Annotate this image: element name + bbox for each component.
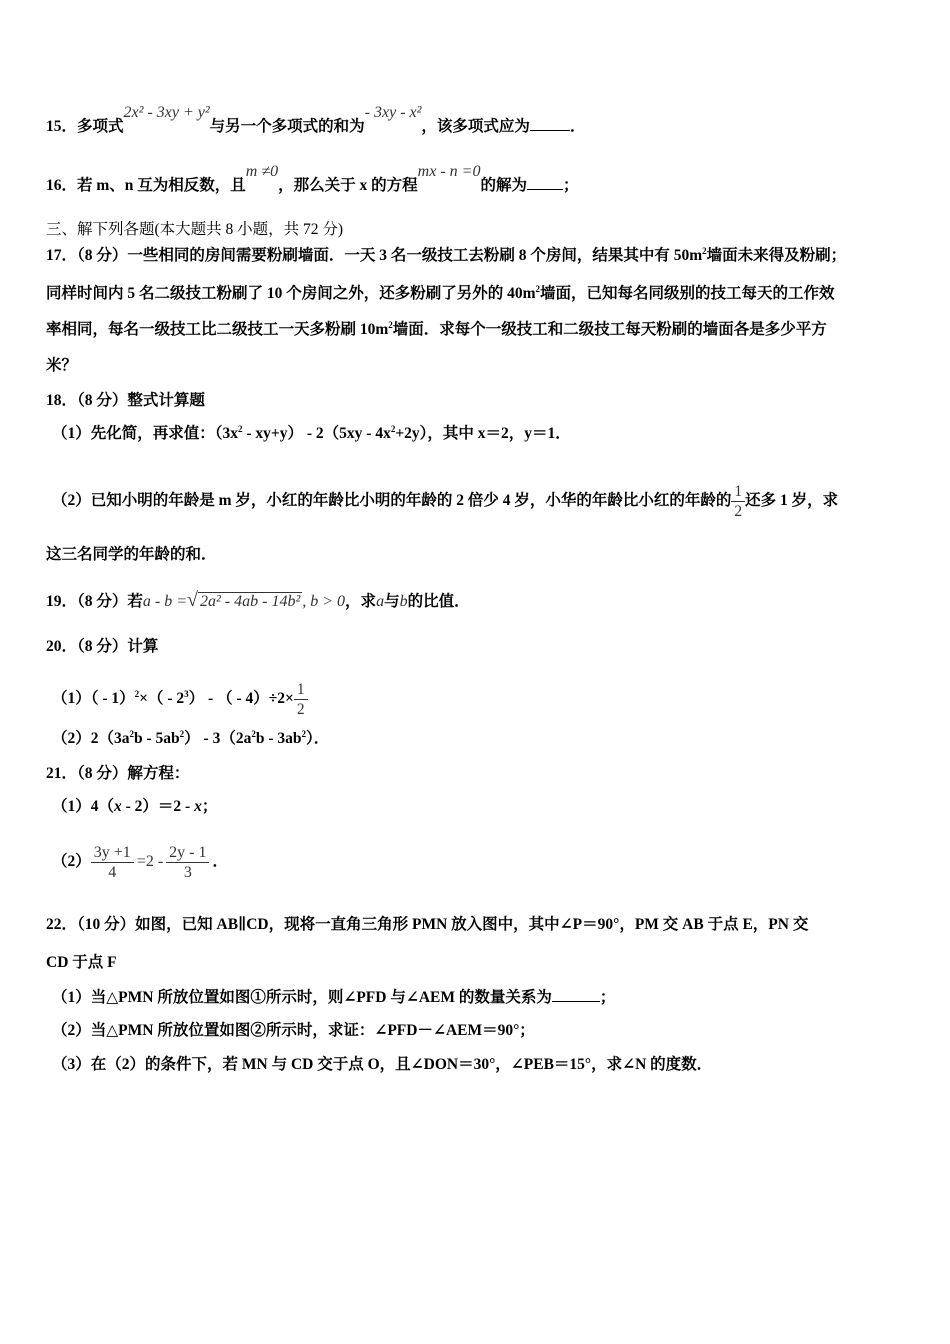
answer-blank — [552, 987, 600, 1002]
question-18-part-2-cont: 这三名同学的年龄的和． — [46, 546, 217, 563]
question-15: 15．多项式2x² - 3xy + y²与另一个多项式的和为- 3xy - x²，该多项式应为 ． — [46, 104, 586, 135]
fraction-left: $\frac{3y +1}{4}$ — [91, 843, 134, 882]
fraction-one-half: $\frac{1}{2}$ — [731, 482, 745, 521]
question-22-part-1: （1）当△PMN 所放位置如图①所示时，则∠PFD 与∠AEM 的数量关系为 ； — [52, 989, 616, 1006]
question-22-part-3: （3）在（2）的条件下，若 MN 与 CD 交于点 O，且∠DON＝30°，∠PEB＝15°，求∠N 的度数． — [52, 1056, 713, 1073]
answer-blank — [530, 116, 570, 131]
question-17-line-4: 米？ — [46, 357, 78, 374]
equation-lhs: a - b = — [142, 593, 188, 610]
section-heading: 三、解下列各题(本大题共 8 小题，共 72 分) — [46, 221, 344, 238]
question-22-line-1: 22．（10 分）如图，已知 AB∥CD，现将一直角三角形 PMN 放入图中，其中∠P＝90°，PM 交 AB 于点 E，PN 交 — [46, 916, 809, 933]
question-20-part-2: $(2)2(3a^2b - 5ab^2) - 3(2a^2b - 3ab^2)$． — [52, 728, 330, 747]
question-17-line-1: 17．（8 分）一些相同的房间需要粉刷墙面．一天 3 名一级技工去粉刷 8 个房间，结果其中有 $50m^2$墙面未来得及粉刷； — [46, 245, 847, 264]
sqrt-sign: √ — [187, 589, 198, 611]
question-20-part-1: $(1)( - 1)^2\times( - 2^3)$ - （ - 4）÷2× $\frac{1}{2}$ — [52, 680, 308, 719]
fraction-one-half: $\frac{1}{2}$ — [294, 680, 308, 719]
condition-b-positive: , b > 0 — [302, 593, 346, 610]
equation-expression: mx - n =0 — [417, 163, 481, 180]
question-18-part-2: （2）已知小明的年龄是 m 岁，小红的年龄比小明的年龄的 2 倍少 4 岁，小华的年龄比小红的年龄的 $\frac{1}{2}$ 还多 1 岁，求 — [52, 483, 839, 520]
question-22-line-2: CD 于点 F — [46, 954, 117, 971]
question-18-heading: 18．（8 分）整式计算题 — [46, 392, 205, 409]
question-19: 19．（8 分）若a - b =√ 2a² - 4ab - 14b² , b > 0，求a与b的比值． — [46, 589, 470, 611]
question-17-line-3: 率相同，每名一级技工比二级技工一天多粉刷 $10m^2$墙面．求每个一级技工和二级技工每天粉刷的墙面各是多少平方 — [46, 319, 827, 338]
fraction-right: $\frac{2y - 1}{3}$ — [166, 843, 209, 882]
radicand: 2a² - 4ab - 14b² — [200, 593, 301, 610]
question-21-heading: 21．（8 分）解方程： — [46, 765, 190, 782]
question-21-part-2: （2） $\frac{3y +1}{4}$ =2 - $\frac{2y - 1}{3}$ ． — [52, 844, 228, 881]
condition-expression: m ≠0 — [245, 163, 279, 180]
question-22-part-2: （2）当△PMN 所放位置如图②所示时，求证：∠PFD－∠AEM＝90°； — [52, 1022, 535, 1039]
question-20-heading: 20．（8 分）计算 — [46, 638, 159, 655]
question-17-line-2: 同样时间内 5 名二级技工粉刷了 10 个房间之外，还多粉刷了另外的 $40m^2$墙面，已知每名同级别的技工每天的工作效 — [46, 283, 835, 302]
polynomial-expression: 2x² - 3xy + y² — [123, 104, 210, 121]
question-18-part-1: （1）先化简，再求值：$(3x^2 - xy+y) - 2(5xy - 4x^2+2y)$，其中 x＝2，y＝1． — [52, 423, 571, 442]
question-21-part-1: （1）4（x - 2）＝2 - x； — [52, 798, 218, 815]
answer-blank — [527, 175, 563, 190]
sum-expression: - 3xy - x² — [364, 104, 422, 121]
question-16: 16．若 m、n 互为相反数，且m ≠0，那么关于 x 的方程mx - n =0的解为 ； — [46, 163, 579, 194]
